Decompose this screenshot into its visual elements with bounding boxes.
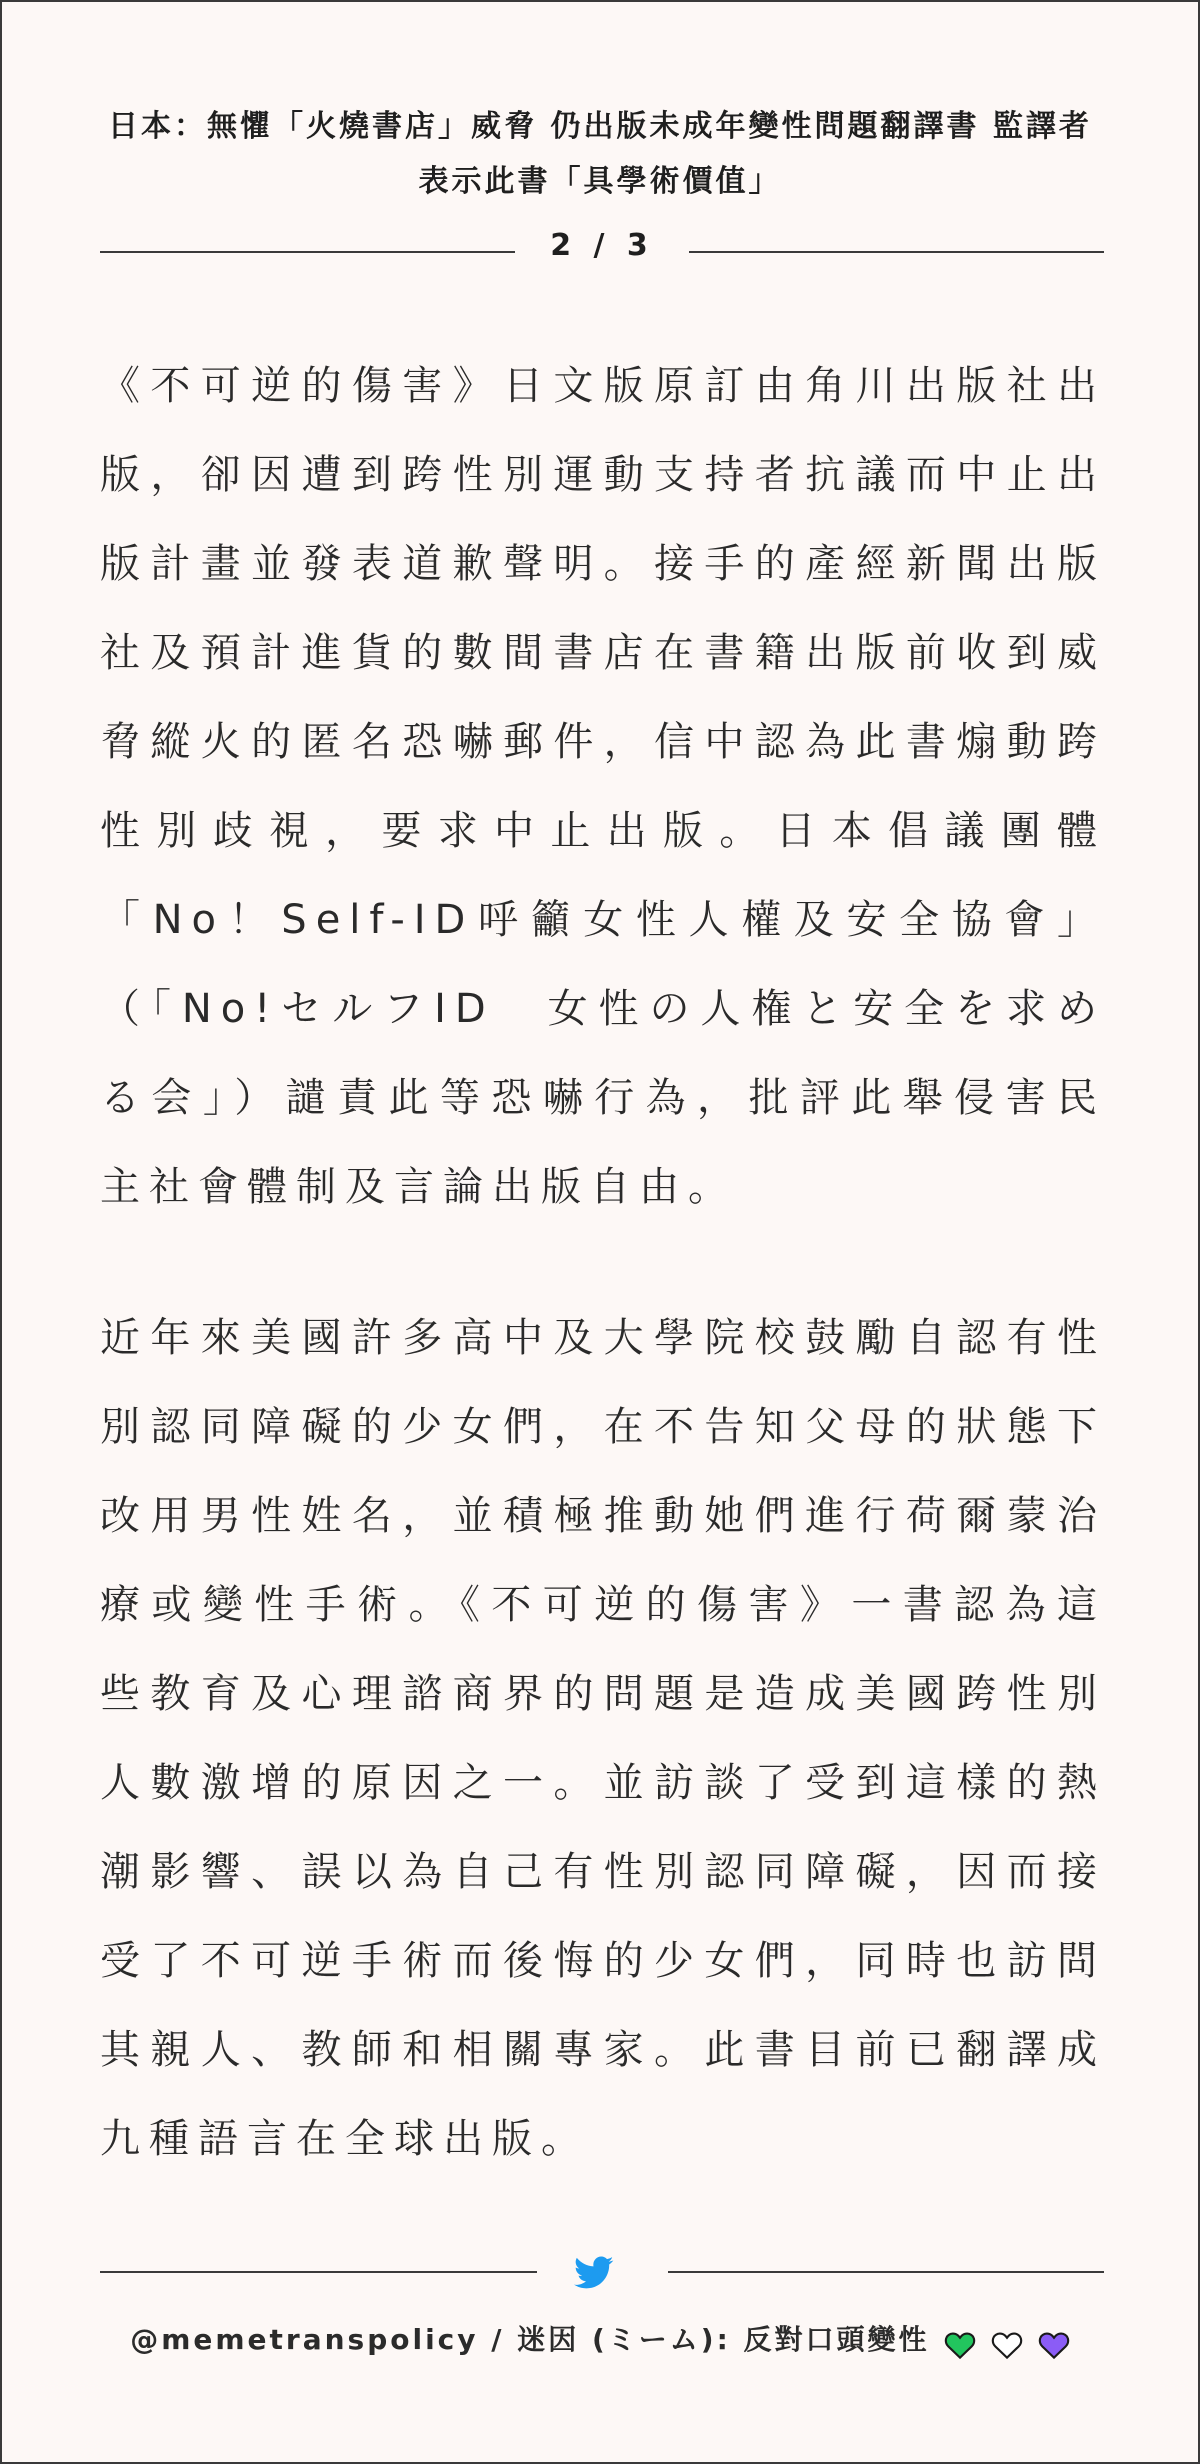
page-indicator: 2 / 3	[550, 228, 654, 263]
paragraph-1: 《不可逆的傷害》日文版原訂由角川出版社出版，卻因遭到跨性別運動支持者抗議而中止出版計畫並發表道歉聲明。接手的產經新聞出版社及預計進貨的數間書店在書籍出版前收到威脅縱火的匿名恐嚇郵件，信中認為此書煽動跨性別歧視，要求中止出版。日本倡議團體「No！Self-ID呼籲女性人權及安全協會」（「No!セルフID 女性の人権と安全を求める会」）譴責此等恐嚇行為，批評此舉侵害民主社會體制及言論出版自由。	[100, 363, 1106, 1210]
divider-bottom-left	[100, 2271, 537, 2273]
white-heart-icon	[991, 2330, 1023, 2360]
divider-top-right	[689, 251, 1104, 253]
divider-bottom-right	[668, 2271, 1104, 2273]
footer-handle[interactable]: @memetranspolicy / 迷因 (ミーム): 反對口頭變性	[130, 2323, 930, 2356]
footer-credit	[2, 2318, 1198, 2360]
page-title: 日本：無懼「火燒書店」威脅 仍出版未成年變性問題翻譯書 監譯者表示此書「具學術價值」	[108, 109, 1092, 199]
heart-icons	[942, 2327, 1070, 2360]
paragraph-2: 近年來美國許多高中及大學院校鼓勵自認有性別認同障礙的少女們，在不告知父母的狀態下改用男性姓名，並積極推動她們進行荷爾蒙治療或變性手術。《不可逆的傷害》一書認為這些教育及心理諮商界的問題是造成美國跨性別人數激增的原因之一。並訪談了受到這樣的熱潮影響、誤以為自己有性別認同障礙，因而接受了不可逆手術而後悔的少女們，同時也訪問其親人、教師和相關專家。此書目前已翻譯成九種語言在全球出版。	[100, 1315, 1106, 2162]
purple-heart-icon	[1038, 2330, 1070, 2360]
divider-top-left	[100, 251, 515, 253]
twitter-bird-icon[interactable]	[574, 2256, 614, 2290]
green-heart-icon	[944, 2330, 976, 2360]
